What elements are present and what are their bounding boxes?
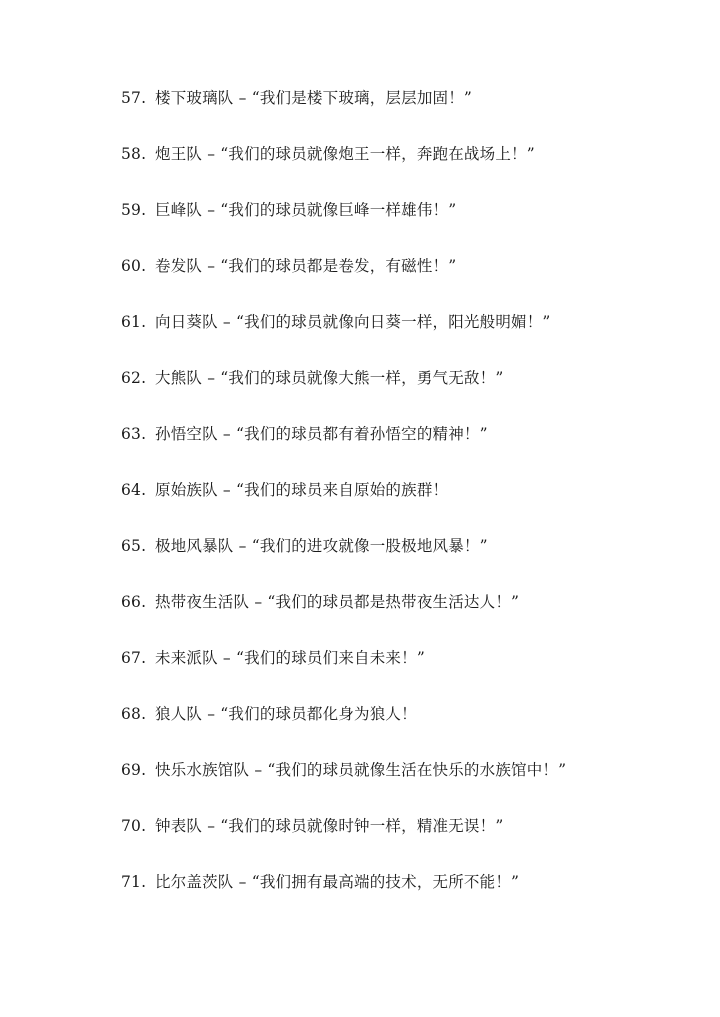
list-item [121,364,701,420]
list-item [121,700,701,756]
item-text: 比尔盖茨队 – “我们拥有最高端的技术，无所不能！” [155,873,520,891]
item-number: 63. [121,425,147,443]
list-item [121,84,701,140]
item-number: 64. [121,481,147,499]
item-number: 60. [121,257,147,275]
item-text: 卷发队 – “我们的球员都是卷发，有磁性！” [155,257,457,275]
list-item [121,868,701,924]
item-text: 未来派队 – “我们的球员们来自未来！” [155,649,425,667]
list-item [121,812,701,868]
item-text: 大熊队 – “我们的球员就像大熊一样，勇气无敌！” [155,369,504,387]
item-text: 极地风暴队 – “我们的进攻就像一股极地风暴！” [155,537,488,555]
item-number: 58. [121,145,147,163]
list-item [121,252,701,308]
list-item [121,644,701,700]
list-item [121,756,701,812]
item-text: 狼人队 – “我们的球员都化身为狼人！ [155,705,417,723]
list-item [121,532,701,588]
list-item [121,308,701,364]
item-text: 向日葵队 – “我们的球员就像向日葵一样，阳光般明媚！” [155,313,551,331]
item-number: 71. [121,873,147,891]
list-item [121,476,701,532]
item-number: 65. [121,537,147,555]
list-item [121,140,701,196]
item-text: 炮王队 – “我们的球员就像炮王一样，奔跑在战场上！” [155,145,535,163]
item-text: 热带夜生活队 – “我们的球员都是热带夜生活达人！” [155,593,520,611]
item-number: 66. [121,593,147,611]
list-item [121,420,701,476]
item-text: 巨峰队 – “我们的球员就像巨峰一样雄伟！” [155,201,457,219]
item-number: 59. [121,201,147,219]
item-number: 70. [121,817,147,835]
list-item [121,588,701,644]
item-number: 67. [121,649,147,667]
item-number: 61. [121,313,147,331]
item-number: 62. [121,369,147,387]
item-text: 楼下玻璃队 – “我们是楼下玻璃，层层加固！” [155,89,473,107]
item-text: 钟表队 – “我们的球员就像时钟一样，精准无误！” [155,817,504,835]
team-name-list [121,84,701,924]
item-number: 57. [121,89,147,107]
item-text: 孙悟空队 – “我们的球员都有着孙悟空的精神！” [155,425,488,443]
item-text: 原始族队 – “我们的球员来自原始的族群！ [155,481,449,499]
item-text: 快乐水族馆队 – “我们的球员就像生活在快乐的水族馆中！” [155,761,567,779]
item-number: 69. [121,761,147,779]
list-item [121,196,701,252]
item-number: 68. [121,705,147,723]
